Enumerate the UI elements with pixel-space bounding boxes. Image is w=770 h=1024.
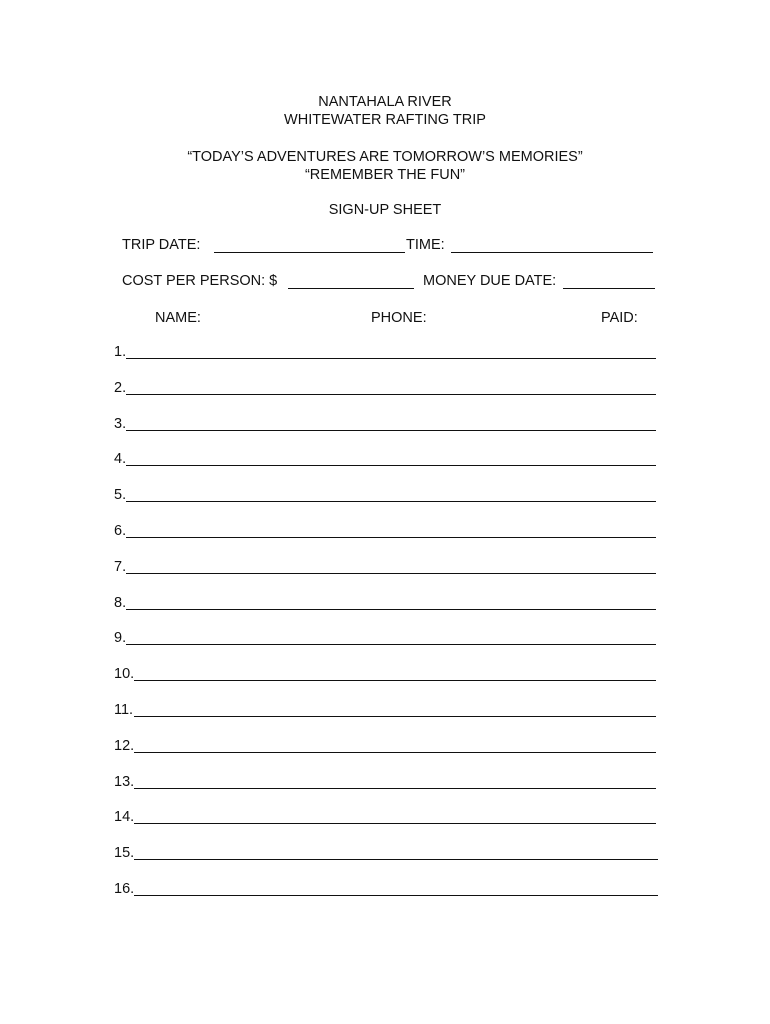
signup-row-line[interactable]: [126, 465, 656, 466]
signup-row-line[interactable]: [126, 501, 656, 502]
signup-row-number: 9.: [114, 630, 127, 646]
money-due-date-blank[interactable]: [563, 288, 655, 289]
signup-row-line[interactable]: [134, 788, 656, 789]
column-header-phone: PHONE:: [371, 310, 427, 326]
signup-row-line[interactable]: [126, 537, 656, 538]
signup-row-number: 4.: [114, 451, 127, 467]
signup-row-line[interactable]: [126, 644, 656, 645]
signup-row-line[interactable]: [134, 680, 656, 681]
signup-row-number: 3.: [114, 416, 127, 432]
signup-row-line[interactable]: [134, 895, 658, 896]
signup-row-number: 11.: [114, 702, 134, 718]
title-line-1: NANTAHALA RIVER: [318, 94, 452, 110]
signup-row-number: 7.: [114, 559, 127, 575]
trip-date-blank[interactable]: [214, 252, 405, 253]
time-blank[interactable]: [451, 252, 653, 253]
signup-row-number: 2.: [114, 380, 127, 396]
column-header-paid: PAID:: [601, 310, 638, 326]
quote-line-1: “TODAY’S ADVENTURES ARE TOMORROW’S MEMORIES”: [187, 149, 583, 165]
money-due-date-label: MONEY DUE DATE:: [423, 273, 557, 289]
time-label: TIME:: [406, 237, 445, 253]
signup-row-line[interactable]: [126, 394, 656, 395]
signup-row-line[interactable]: [126, 430, 656, 431]
signup-row-line[interactable]: [126, 358, 656, 359]
cost-per-person-label: COST PER PERSON: $: [122, 273, 278, 289]
trip-date-label: TRIP DATE:: [122, 237, 201, 253]
signup-row-number: 5.: [114, 487, 127, 503]
signup-row-number: 13.: [114, 774, 135, 790]
cost-per-person-blank[interactable]: [288, 288, 414, 289]
signup-row-line[interactable]: [134, 823, 656, 824]
signup-row-number: 15.: [114, 845, 135, 861]
signup-row-number: 14.: [114, 809, 135, 825]
sheet-title: SIGN-UP SHEET: [328, 202, 442, 218]
signup-row-line[interactable]: [126, 609, 656, 610]
signup-row-line[interactable]: [134, 716, 656, 717]
signup-row-line[interactable]: [134, 859, 658, 860]
signup-row-number: 12.: [114, 738, 135, 754]
column-header-name: NAME:: [155, 310, 201, 326]
signup-row-line[interactable]: [126, 573, 656, 574]
signup-row-number: 16.: [114, 881, 135, 897]
signup-row-number: 8.: [114, 595, 127, 611]
signup-row-line[interactable]: [134, 752, 656, 753]
title-line-2: WHITEWATER RAFTING TRIP: [284, 112, 486, 128]
signup-row-number: 6.: [114, 523, 127, 539]
signup-row-number: 1.: [114, 344, 127, 360]
signup-row-number: 10.: [114, 666, 135, 682]
quote-line-2: “REMEMBER THE FUN”: [304, 167, 466, 183]
